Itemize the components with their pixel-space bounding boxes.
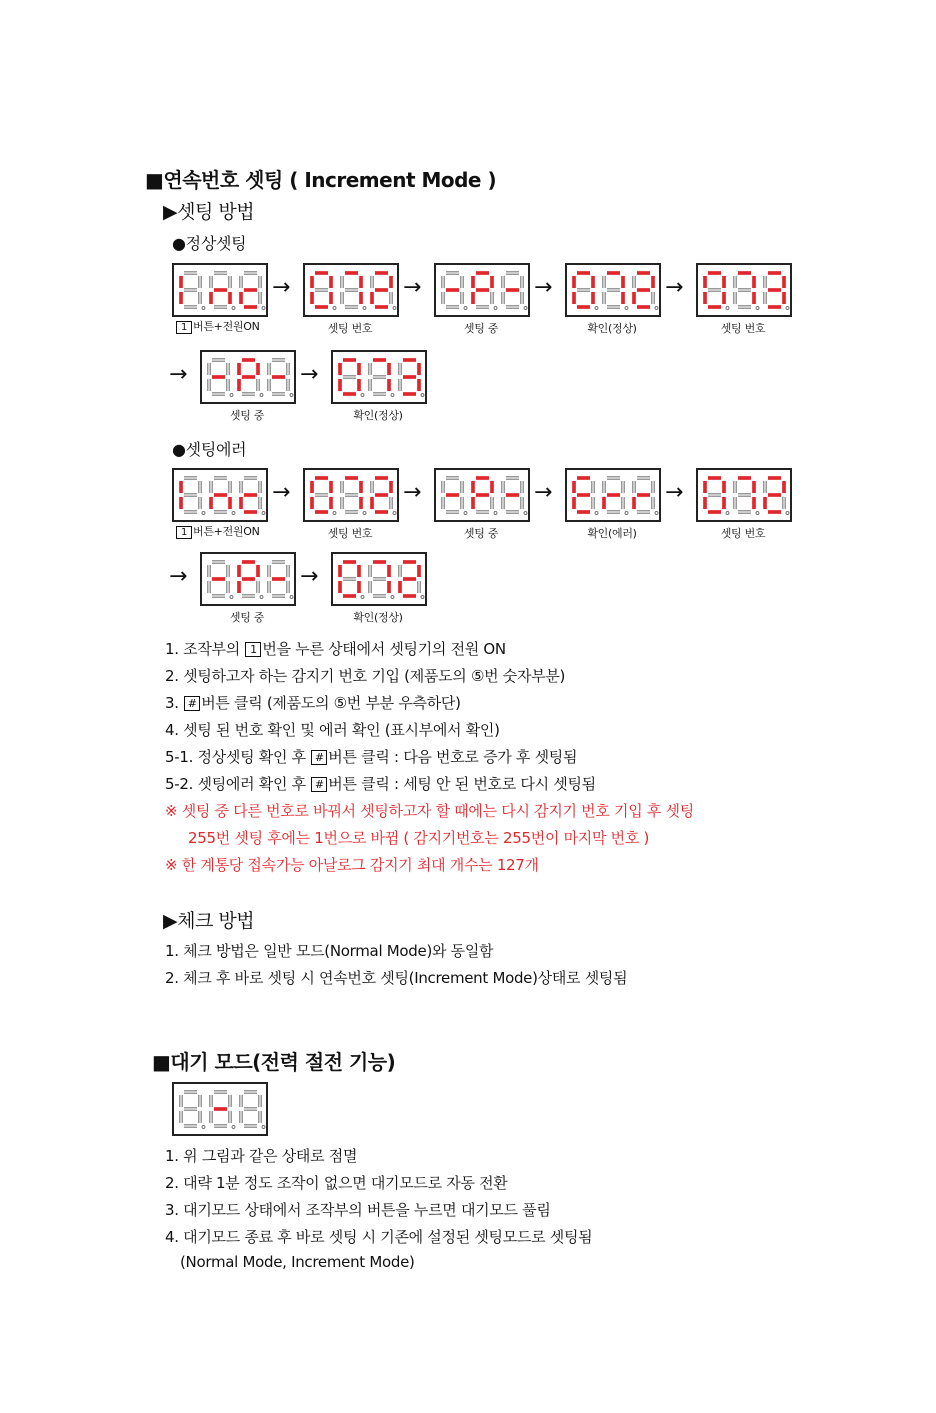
arrow-icon: → <box>403 480 422 505</box>
display-caption: 셋팅 번호 <box>720 527 766 540</box>
display-caption: 셋팅 중 <box>229 409 265 422</box>
display-caption: 셋팅 번호 <box>327 527 373 540</box>
arrow-icon: → <box>272 275 291 300</box>
standby-step-3: 3. 대기모드 상태에서 조작부의 버튼을 누르면 대기모드 풀림 <box>165 1201 551 1219</box>
seven-segment-display <box>200 350 296 404</box>
display-caption <box>176 318 260 334</box>
seven-segment-display <box>565 263 661 317</box>
key-hash-icon: # <box>311 777 327 792</box>
note-1: ※ 셋팅 중 다른 번호로 바꿔서 셋팅하고자 할 때에는 다시 감지기 번호 기입 후 셋팅 <box>165 802 694 820</box>
check-step-1: 1. 체크 방법은 일반 모드(Normal Mode)와 동일함 <box>165 942 494 960</box>
display-caption: 확인(정상) <box>353 409 403 422</box>
display-caption: 셋팅 번호 <box>327 322 373 335</box>
seven-segment-display <box>565 468 661 522</box>
section-title-standby: ■대기 모드(전력 절전 기능) <box>152 1050 396 1074</box>
normal-heading: ●정상셋팅 <box>172 234 247 253</box>
seven-segment-display <box>303 263 399 317</box>
note-2: 255번 셋팅 후에는 1번으로 바뀜 ( 감지기번호는 255번이 마지막 번호 ) <box>188 829 650 847</box>
caption-text: 버튼+전원ON <box>193 525 260 538</box>
step-1: 1. 조작부의 1 번을 누른 상태에서 셋팅기의 전원 ON <box>165 640 506 658</box>
standby-step-4: 4. 대기모드 종료 후 바로 셋팅 시 기존에 설정된 셋팅모드로 셋팅됨 <box>165 1228 593 1246</box>
arrow-icon: → <box>169 564 188 589</box>
arrow-icon: → <box>169 362 188 387</box>
step-5-2: 5-2. 셋팅에러 확인 후 # 버튼 클릭 : 세팅 안 된 번호로 다시 셋팅됨 <box>165 775 596 793</box>
check-step-2: 2. 체크 후 바로 셋팅 시 연속번호 셋팅(Increment Mode)상태로 셋팅됨 <box>165 969 628 987</box>
error-heading: ●셋팅에러 <box>172 440 247 459</box>
arrow-icon: → <box>403 275 422 300</box>
standby-display <box>172 1082 268 1136</box>
arrow-icon: → <box>534 275 553 300</box>
standby-step-4-modes: (Normal Mode, Increment Mode) <box>180 1253 415 1271</box>
display-caption: 확인(정상) <box>587 322 637 335</box>
caption-text: 버튼+전원ON <box>193 320 260 333</box>
arrow-icon: → <box>300 564 319 589</box>
display-caption <box>176 523 260 539</box>
step-2: 2. 셋팅하고자 하는 감지기 번호 기입 (제품도의 ⑤번 숫자부분) <box>165 667 566 685</box>
key-1-icon: 1 <box>245 642 261 657</box>
display-caption: 셋팅 번호 <box>720 322 766 335</box>
step-4: 4. 셋팅 된 번호 확인 및 에러 확인 (표시부에서 확인) <box>165 721 500 739</box>
seven-segment-display <box>303 468 399 522</box>
note-3: ※ 한 계통당 접속가능 아날로그 감지기 최대 개수는 127개 <box>165 856 539 874</box>
section-title-increment: ■연속번호 셋팅 ( Increment Mode ) <box>145 168 497 192</box>
seven-segment-display <box>331 552 427 606</box>
standby-step-1: 1. 위 그림과 같은 상태로 점멸 <box>165 1147 358 1165</box>
arrow-icon: → <box>665 480 684 505</box>
key-hash-icon: # <box>311 750 327 765</box>
arrow-icon: → <box>272 480 291 505</box>
seven-segment-display <box>696 263 792 317</box>
seven-segment-display <box>331 350 427 404</box>
method-heading: ▶셋팅 방법 <box>163 201 255 223</box>
check-heading: ▶체크 방법 <box>163 910 255 932</box>
standby-step-2: 2. 대략 1분 정도 조작이 없으면 대기모드로 자동 전환 <box>165 1174 508 1192</box>
display-caption: 셋팅 중 <box>229 611 265 624</box>
display-caption: 확인(에러) <box>587 527 637 540</box>
seven-segment-display <box>434 468 530 522</box>
seven-segment-display <box>172 468 268 522</box>
arrow-icon: → <box>534 480 553 505</box>
step-5-1: 5-1. 정상셋팅 확인 후 # 버튼 클릭 : 다음 번호로 증가 후 셋팅됨 <box>165 748 578 766</box>
key-hash-icon: # <box>184 696 200 711</box>
display-caption: 확인(정상) <box>353 611 403 624</box>
display-caption: 셋팅 중 <box>463 322 499 335</box>
arrow-icon: → <box>300 362 319 387</box>
seven-segment-display <box>434 263 530 317</box>
seven-segment-display <box>696 468 792 522</box>
seven-segment-display <box>172 263 268 317</box>
display-caption: 셋팅 중 <box>463 527 499 540</box>
seven-segment-display <box>200 552 296 606</box>
step-3: 3. # 버튼 클릭 (제품도의 ⑤번 부분 우측하단) <box>165 694 461 712</box>
key-1-icon: 1 <box>176 321 192 334</box>
key-1-icon: 1 <box>176 526 192 539</box>
arrow-icon: → <box>665 275 684 300</box>
